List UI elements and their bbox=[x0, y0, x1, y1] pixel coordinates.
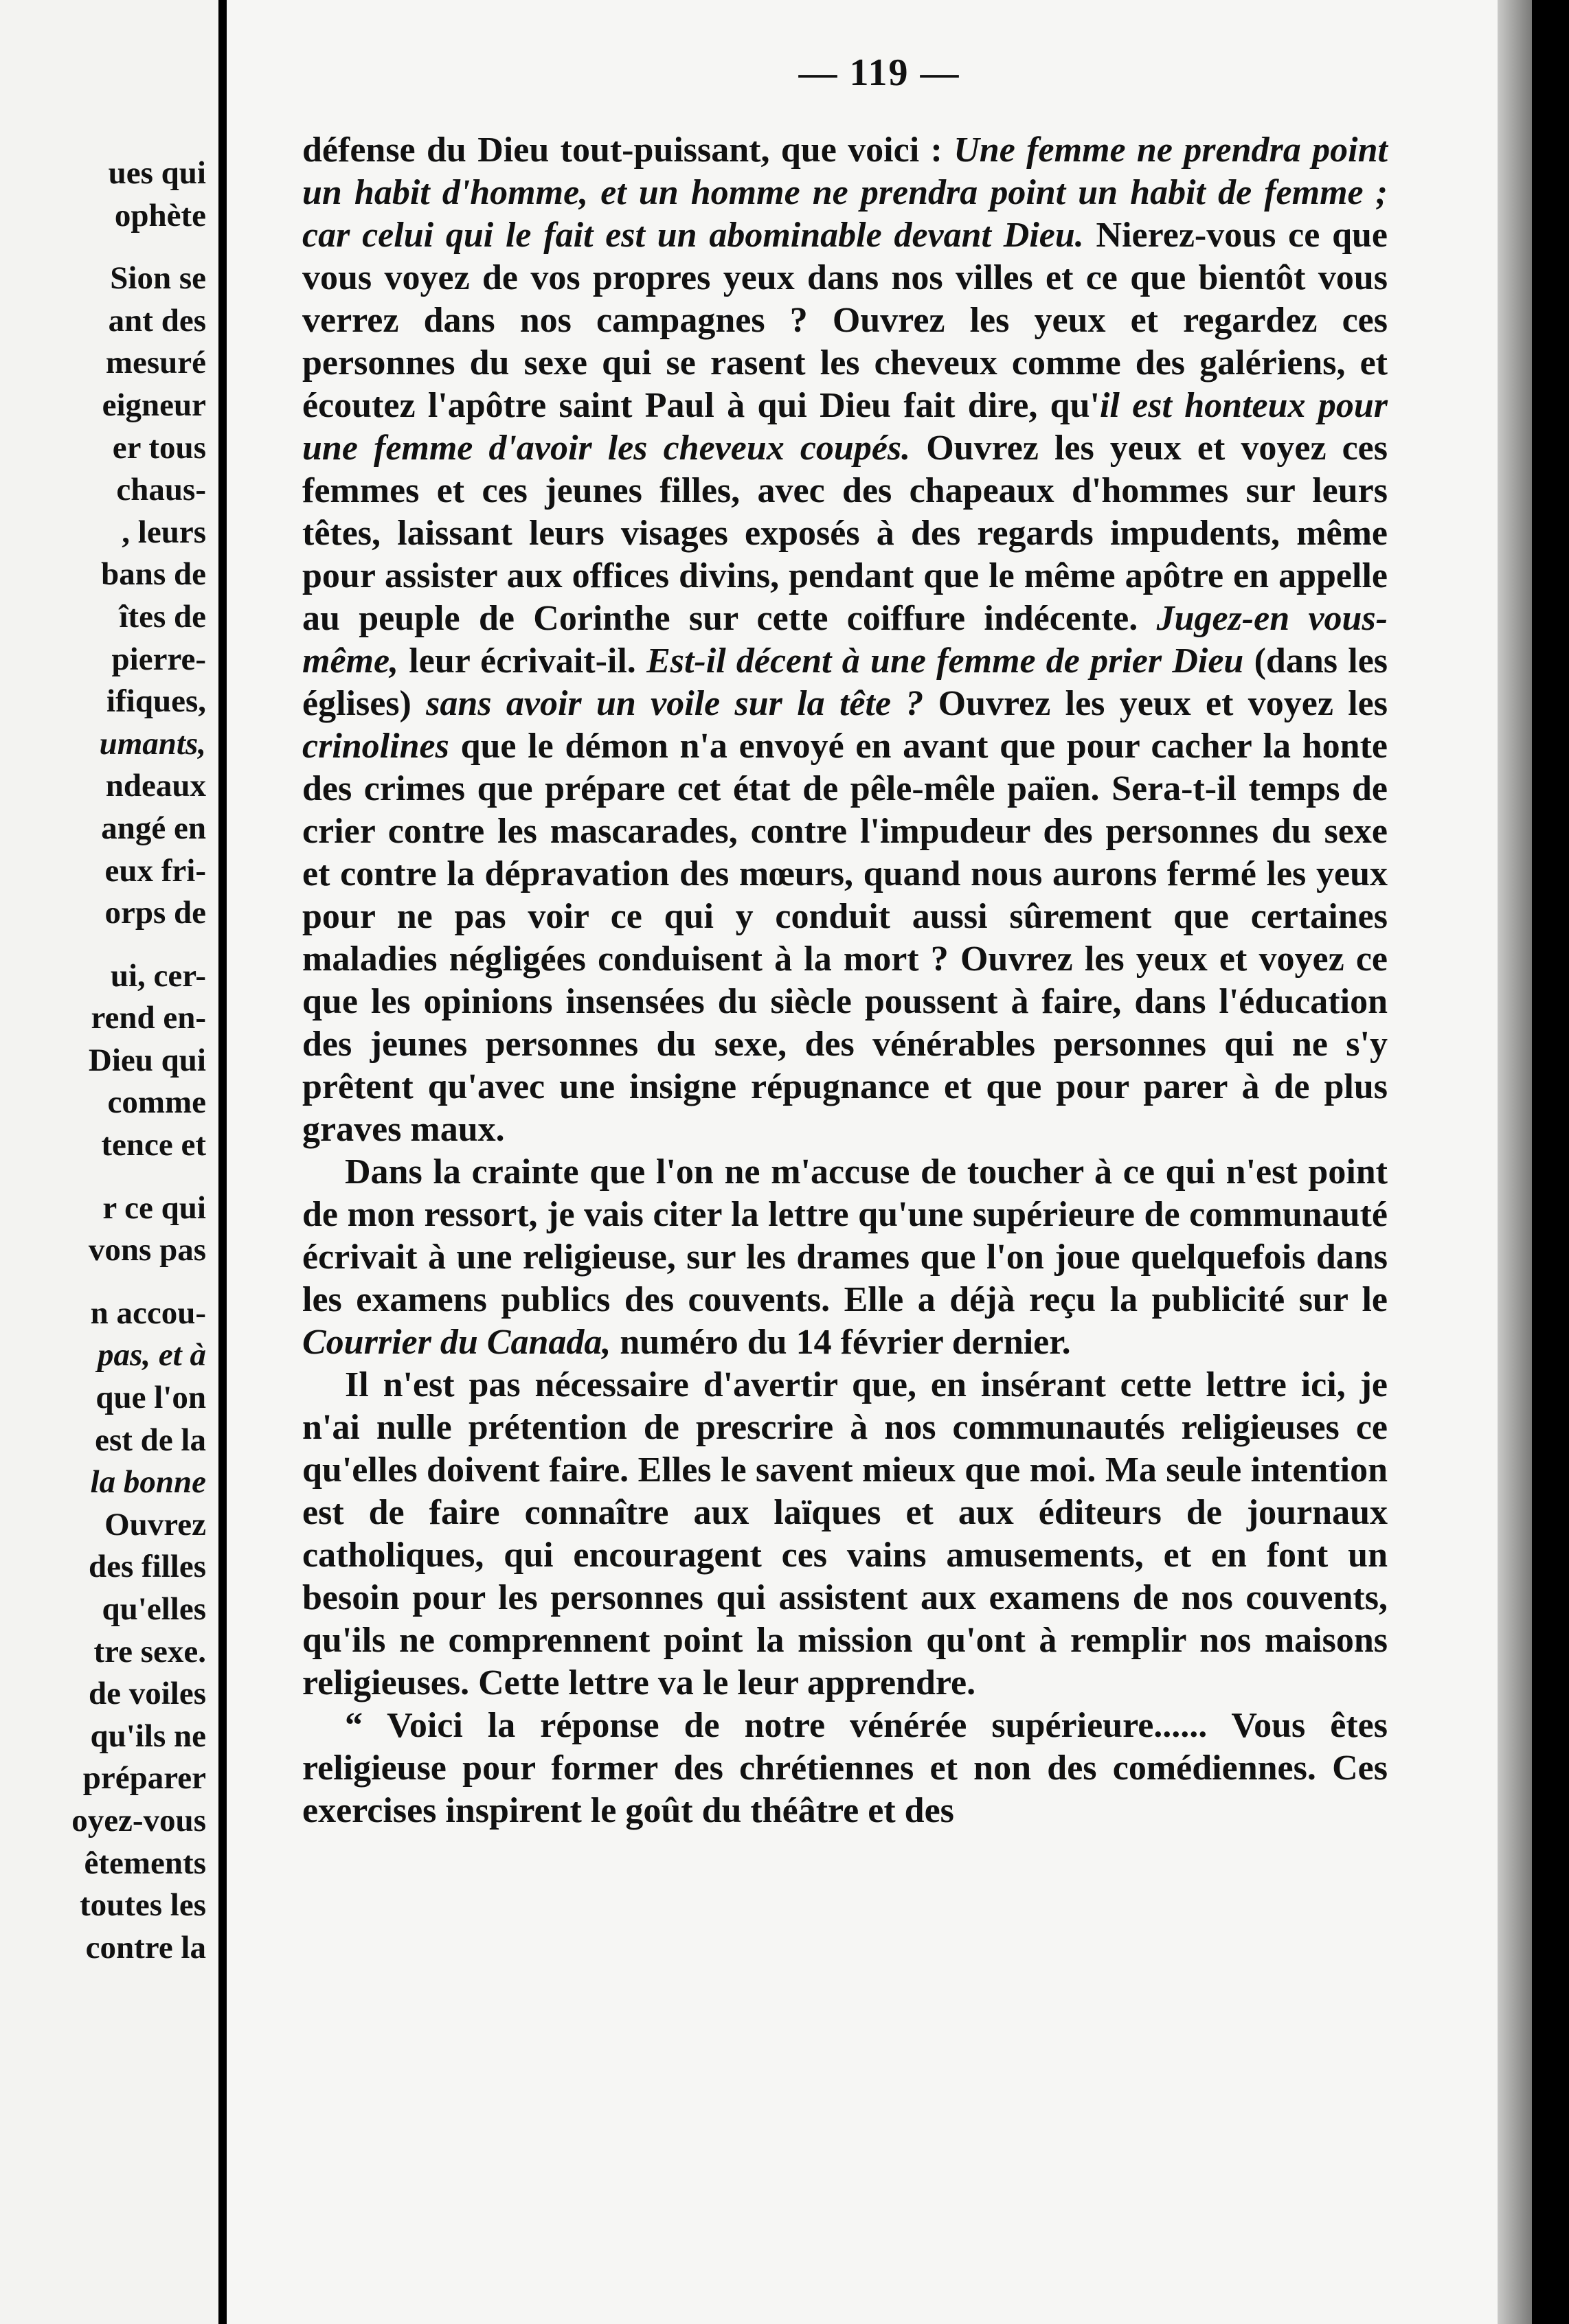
left-page-line: chaus- bbox=[116, 472, 206, 508]
left-page-line: eigneur bbox=[102, 387, 206, 423]
italic-quote: sans avoir un voile sur la tête ? bbox=[426, 684, 924, 723]
left-page-line: la bonne bbox=[90, 1464, 206, 1501]
left-page-line: ndeaux bbox=[105, 768, 206, 804]
left-page-line: umants, bbox=[99, 725, 206, 762]
previous-page-fragment bbox=[0, 0, 218, 2324]
left-page-line: angé en bbox=[101, 810, 206, 846]
left-page-line: toutes les bbox=[79, 1887, 206, 1924]
line-gap bbox=[0, 935, 206, 955]
left-page-line: qu'ils ne bbox=[90, 1718, 206, 1754]
text-run: Ouvrez les yeux et voyez ces femmes et ces jeunes filles, avec des chapeaux d'hommes sur leurs têtes, laissant leurs visages exposés à des regards impudents, même pour assister aux offices divins, pendant que le même apôtre en appelle au peuple de Corinthe sur cette coiffure indécente. bbox=[302, 429, 1388, 638]
left-page-line: que l'on bbox=[95, 1380, 206, 1416]
left-page-line: ifiques, bbox=[106, 683, 206, 720]
left-page-line: contre la bbox=[85, 1929, 206, 1966]
left-page-line: r ce qui bbox=[102, 1189, 206, 1226]
italic-quote: Est-il décent à une femme de prier Dieu bbox=[646, 641, 1244, 681]
left-page-line: , leurs bbox=[122, 514, 206, 550]
paragraph bbox=[302, 1705, 1388, 1832]
left-page-line: tre sexe. bbox=[93, 1633, 206, 1670]
book-page bbox=[227, 0, 1532, 2324]
text-run: “ Voici la réponse de notre vénérée supérieure...... Vous êtes religieuse pour former des chrétiennes et non des comédiennes. Ces exercises inspirent le goût du théâtre et des bbox=[302, 1706, 1388, 1830]
paragraph bbox=[302, 1364, 1388, 1705]
italic-quote: Jugez-en vous-même, bbox=[302, 599, 1388, 681]
text-run: Ouvrez les yeux et voyez les bbox=[923, 684, 1388, 723]
text-run: que le démon n'a envoyé en avant que pour cacher la honte des crimes que prépare cet état de pêle-mêle païen. Sera-t-il temps de crier contre les mascarades, contre l'impudeur des personnes du sexe et contre la dépravation des mœurs, quand nous aurons fermé les yeux pour ne pas voir ce qui y conduit aussi sûrement que certaines maladies négligées conduisent à la mort ? Ouvrez les yeux et voyez ce que les opinions insensées du siècle poussent à faire, dans l'éducation des jeunes personnes du sexe, des vénérables personnes qui ne s'y prêtent qu'avec une insigne répugnance et que pour parer à de plus graves maux. bbox=[302, 727, 1388, 1149]
text-run: Il n'est pas nécessaire d'avertir que, en insérant cette lettre ici, je n'ai nulle prétention de prescrire à nos communautés religieuses ce qu'elles doivent faire. Elles le savent mieux que moi. Ma seule intention est de faire connaître aux laïques et aux éditeurs de journaux catholiques, qui encouragent ces vains amusements, et en font un besoin pour les personnes qui assistent aux examens de nos couvents, qu'ils ne comprennent point la mission qu'ont à remplir nos maisons religieuses. Cette lettre va le leur apprendre. bbox=[302, 1365, 1388, 1702]
left-page-line: Ouvrez bbox=[104, 1506, 206, 1542]
italic-quote: crinolines bbox=[302, 727, 449, 766]
text-run: défense du Dieu tout-puissant, que voici : bbox=[302, 130, 954, 170]
left-page-line: préparer bbox=[82, 1760, 206, 1797]
text-run: (dans les églises) bbox=[302, 641, 1388, 723]
left-page-line: ues qui bbox=[108, 155, 206, 191]
left-page-line: pierre- bbox=[111, 641, 206, 677]
left-page-line: er tous bbox=[112, 429, 206, 466]
paragraph bbox=[302, 129, 1388, 1151]
left-page-line: rend en- bbox=[91, 1000, 206, 1036]
italic-quote: Courrier du Canada, bbox=[302, 1323, 611, 1362]
left-page-line: orps de bbox=[104, 895, 206, 931]
left-page-line: de voiles bbox=[88, 1676, 206, 1712]
italic-quote: il est honteux pour une femme d'avoir les cheveux coupés. bbox=[302, 386, 1388, 468]
left-page-line: est de la bbox=[95, 1422, 206, 1458]
left-page-line: ui, cer- bbox=[110, 957, 206, 994]
left-page-line: des filles bbox=[88, 1549, 206, 1585]
left-page-line: Dieu qui bbox=[88, 1042, 206, 1078]
left-page-line: ant des bbox=[108, 302, 206, 339]
line-gap bbox=[0, 237, 206, 258]
left-page-line: eux fri- bbox=[104, 852, 206, 889]
text-run: Dans la crainte que l'on ne m'accuse de toucher à ce qui n'est point de mon ressort, je vais citer la lettre qu'une supérieure de communauté écrivait à une religieuse, sur les drames que l'on joue quelquefois dans les examens publics des couvents. Elle a déjà reçu la publicité sur le bbox=[302, 1152, 1388, 1319]
left-page-line: pas, et à bbox=[98, 1337, 206, 1374]
left-page-line: mesuré bbox=[105, 345, 206, 381]
left-page-line: vons pas bbox=[88, 1232, 206, 1268]
page-number: — 119 — bbox=[798, 52, 960, 94]
left-page-line: oyez-vous bbox=[71, 1802, 206, 1838]
left-page-line: n accou- bbox=[90, 1295, 206, 1331]
text-run: leur écrivait-il. bbox=[398, 641, 647, 681]
left-page-line: qu'elles bbox=[102, 1591, 206, 1627]
paragraph bbox=[302, 1151, 1388, 1364]
left-page-line: Sion se bbox=[110, 260, 206, 297]
page-body-text bbox=[302, 129, 1388, 1832]
text-run: numéro du 14 février dernier. bbox=[611, 1323, 1071, 1362]
italic-quote: Une femme ne prendra point un habit d'homme, et un homme ne prendra point un habit de femme ; car celui qui le fait est un abominable devant Dieu. bbox=[302, 130, 1388, 255]
left-page-line: bans de bbox=[101, 556, 206, 593]
line-gap bbox=[0, 1167, 206, 1187]
line-gap bbox=[0, 1272, 206, 1292]
page-edge-shadow bbox=[1498, 0, 1532, 2324]
left-page-line: îtes de bbox=[119, 598, 206, 635]
left-page-line: tence et bbox=[101, 1127, 206, 1163]
left-page-line: êtements bbox=[84, 1845, 206, 1881]
text-run: Nierez-vous ce que vous voyez de vos propres yeux dans nos villes et ce que bientôt vous verrez dans nos campagnes ? Ouvrez les yeux et regardez ces personnes du sexe qui se rasent les cheveux comme des galériens, et écoutez l'apôtre saint Paul à qui Dieu fait dire, qu' bbox=[302, 216, 1388, 425]
left-page-line: ophète bbox=[114, 197, 206, 233]
previous-page-text bbox=[0, 152, 206, 1969]
left-page-line: comme bbox=[107, 1084, 206, 1121]
